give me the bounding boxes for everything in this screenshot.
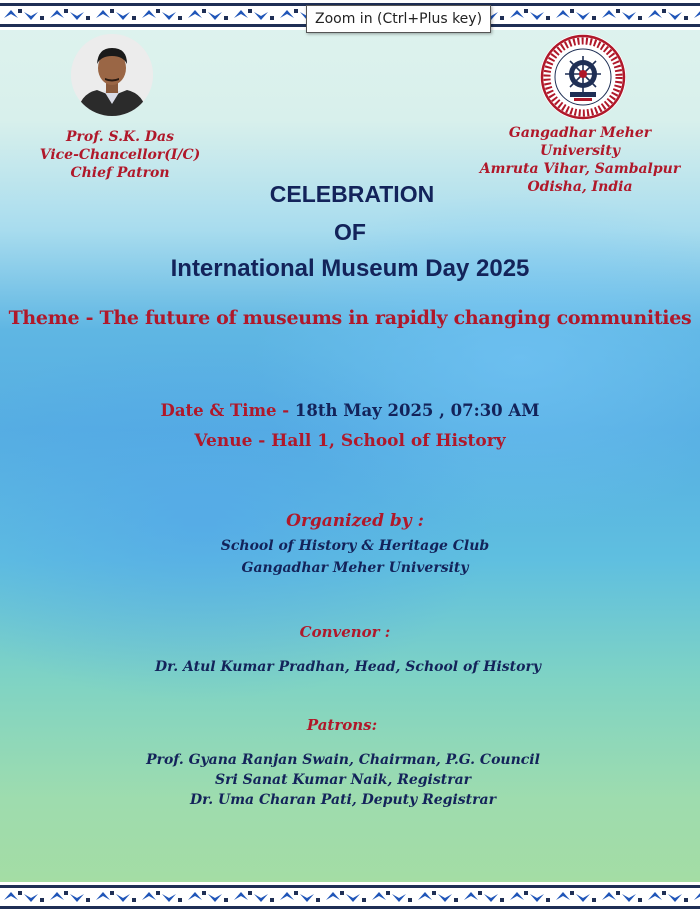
university-locality: Amruta Vihar, Sambalpur [479,161,681,177]
event-venue: Venue - Hall 1, School of History [194,431,506,451]
patrons-list [0,750,693,810]
event-theme: Theme - The future of museums in rapidly changing communities [8,307,692,329]
chief-patron-name: Prof. S.K. Das [65,129,174,145]
zoom-in-tooltip: Zoom in (Ctrl+Plus key) [306,5,491,33]
organized-by-heading: Organized by : [286,511,424,531]
patrons-heading: Patrons: [306,716,378,734]
university-name: Gangadhar Meher University [508,125,652,159]
convenor-heading: Convenor : [299,623,391,641]
title-of: OF [334,219,366,245]
title-celebration: CELEBRATION [269,181,435,207]
university-logo [540,34,626,120]
chief-patron-role: Chief Patron [70,165,170,181]
patron-item: Dr. Uma Charan Pati, Deputy Registrar [190,792,496,808]
organizer-line-2: Gangadhar Meher University [241,560,469,576]
chief-patron-photo [71,34,153,116]
university-state: Odisha, India [527,179,633,195]
patron-item: Prof. Gyana Ranjan Swain, Chairman, P.G. Council [146,752,540,768]
title-event-name: International Museum Day 2025 [170,255,530,282]
bottom-decorative-border [0,882,700,912]
patron-item: Sri Sanat Kumar Naik, Registrar [214,772,472,788]
organizer-line-1: School of History & Heritage Club [220,538,490,554]
convenor-name: Dr. Atul Kumar Pradhan, Head, School of History [155,659,541,675]
datetime-value: 18th May 2025 , 07:30 AM [294,401,540,420]
organized-by-text [5,535,700,579]
chief-patron-designation: Vice-Chancellor(I/C) [39,147,201,163]
chief-patron-block [20,128,220,182]
event-datetime [0,401,700,420]
datetime-label: Date & Time - [160,401,295,420]
